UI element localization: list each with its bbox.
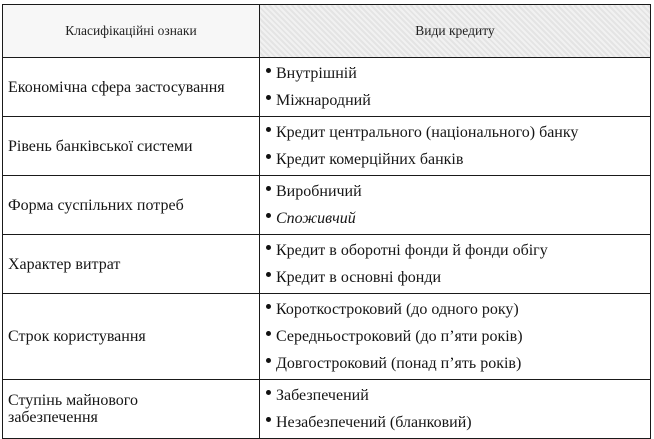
- types-cell: [260, 235, 651, 294]
- bullet-icon: [266, 127, 271, 132]
- bullet-icon: [266, 390, 271, 395]
- table-header-row: [3, 5, 651, 58]
- list-item: [266, 350, 650, 377]
- types-cell: [260, 380, 651, 439]
- category-cell: Ступінь майнового забезпечення: [3, 380, 260, 439]
- bullet-icon: [266, 213, 271, 218]
- credit-type-label: Незабезпечений (бланковий): [276, 413, 472, 431]
- credit-type-label: Короткостроковий (до одного року): [276, 300, 519, 318]
- list-item: [266, 237, 650, 264]
- header-classification: Класифікаційні ознаки: [3, 5, 260, 58]
- header-credit-types: Види кредиту: [260, 5, 651, 58]
- table-row: [3, 294, 651, 380]
- list-item: [266, 146, 650, 173]
- credit-type-label: Міжнародний: [276, 91, 371, 109]
- list-item: [266, 205, 650, 232]
- table-row: [3, 235, 651, 294]
- credit-type-label: Виробничий: [276, 182, 362, 200]
- list-item: [266, 296, 650, 323]
- bullet-icon: [266, 417, 271, 422]
- category-cell: Строк користування: [3, 294, 260, 380]
- bullet-icon: [266, 186, 271, 191]
- bullet-icon: [266, 68, 271, 73]
- category-cell: Характер витрат: [3, 235, 260, 294]
- types-cell: [260, 58, 651, 117]
- credit-type-label: Кредит комерційних банків: [276, 150, 464, 168]
- bullet-icon: [266, 304, 271, 309]
- bullet-icon: [266, 331, 271, 336]
- types-cell: [260, 176, 651, 235]
- list-item: [266, 409, 650, 436]
- credit-type-label: Середньостроковий (до п’яти років): [276, 327, 523, 345]
- table-row: [3, 380, 651, 439]
- types-cell: [260, 117, 651, 176]
- category-cell: Форма суспільних потреб: [3, 176, 260, 235]
- list-item: [266, 178, 650, 205]
- credit-type-label: Кредит в оборотні фонди й фонди обігу: [276, 241, 548, 259]
- credit-type-label: Забезпечений: [276, 386, 369, 404]
- category-cell: Економічна сфера застосування: [3, 58, 260, 117]
- table-row: [3, 176, 651, 235]
- bullet-icon: [266, 95, 271, 100]
- credit-type-label: Споживчий: [276, 209, 356, 227]
- credit-type-label: Кредит центрального (національного) банку: [276, 123, 579, 141]
- list-item: [266, 119, 650, 146]
- credit-classification-table: [2, 4, 651, 439]
- credit-type-label: Довгостроковий (понад п’ять років): [276, 354, 522, 372]
- credit-type-label: Внутрішній: [276, 64, 357, 82]
- list-item: [266, 87, 650, 114]
- credit-type-label: Кредит в основні фонди: [276, 268, 442, 286]
- list-item: [266, 60, 650, 87]
- table-row: [3, 117, 651, 176]
- list-item: [266, 382, 650, 409]
- table-row: [3, 58, 651, 117]
- bullet-icon: [266, 245, 271, 250]
- bullet-icon: [266, 358, 271, 363]
- list-item: [266, 264, 650, 291]
- list-item: [266, 323, 650, 350]
- category-cell: Рівень банківської системи: [3, 117, 260, 176]
- bullet-icon: [266, 272, 271, 277]
- bullet-icon: [266, 154, 271, 159]
- types-cell: [260, 294, 651, 380]
